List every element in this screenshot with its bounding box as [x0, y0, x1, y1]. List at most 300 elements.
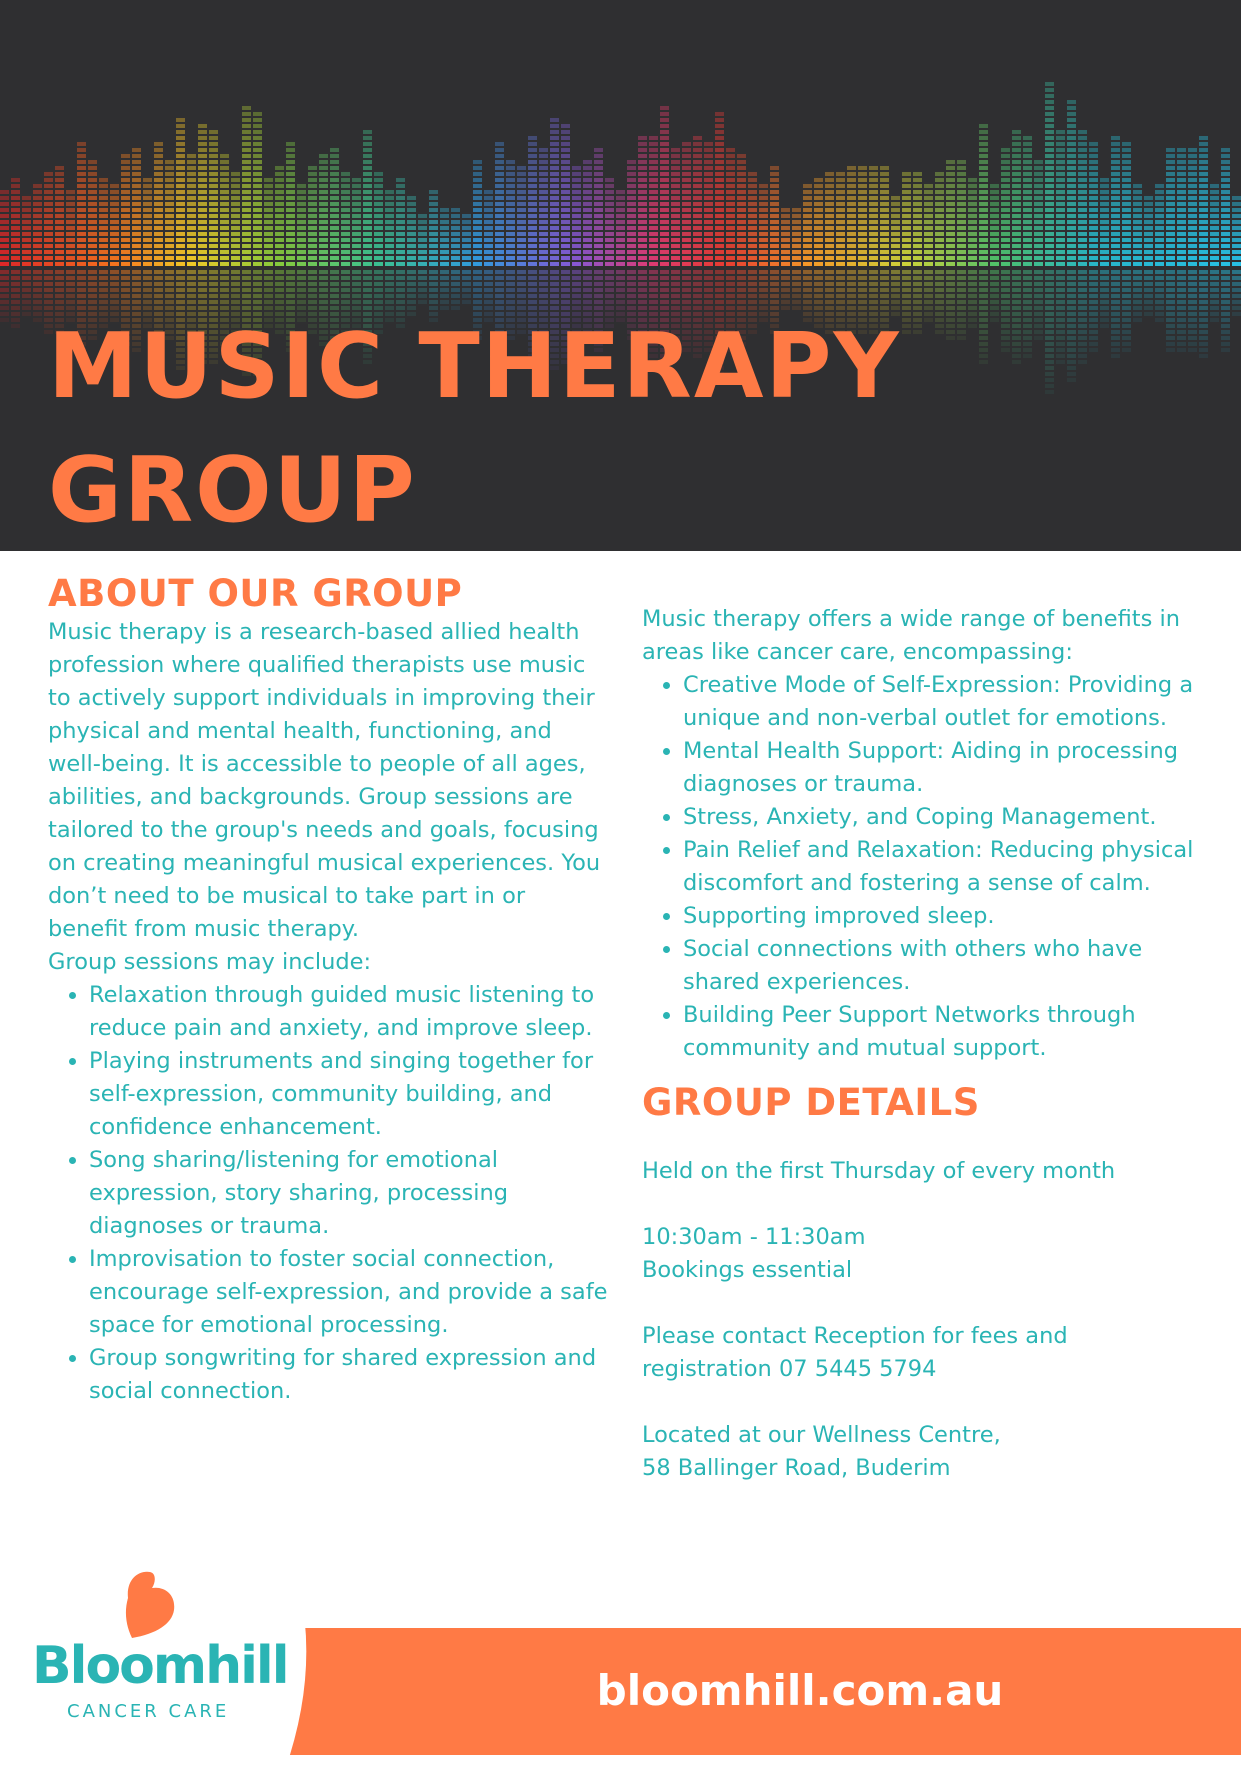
- equalizer-segment: [638, 232, 647, 236]
- equalizer-reflection: [671, 300, 680, 304]
- equalizer-segment: [957, 190, 966, 194]
- equalizer-segment: [836, 202, 845, 206]
- equalizer-reflection: [451, 294, 460, 298]
- equalizer-segment: [891, 232, 900, 236]
- equalizer-reflection: [77, 282, 86, 286]
- equalizer-reflection: [561, 288, 570, 292]
- equalizer-segment: [781, 244, 790, 248]
- equalizer-reflection: [44, 276, 53, 280]
- equalizer-reflection: [1166, 336, 1175, 340]
- equalizer-segment: [1089, 196, 1098, 200]
- equalizer-segment: [286, 184, 295, 188]
- equalizer-segment: [154, 196, 163, 200]
- equalizer-segment: [748, 196, 757, 200]
- equalizer-reflection: [187, 282, 196, 286]
- equalizer-reflection: [1177, 348, 1186, 352]
- equalizer-segment: [627, 220, 636, 224]
- equalizer-segment: [1023, 250, 1032, 254]
- equalizer-reflection: [913, 270, 922, 274]
- equalizer-segment: [253, 118, 262, 122]
- equalizer-reflection: [968, 288, 977, 292]
- equalizer-segment: [242, 172, 251, 176]
- equalizer-segment: [242, 208, 251, 212]
- equalizer-reflection: [176, 282, 185, 286]
- equalizer-segment: [495, 244, 504, 248]
- equalizer-segment: [495, 154, 504, 158]
- equalizer-segment: [407, 238, 416, 242]
- equalizer-segment: [198, 166, 207, 170]
- equalizer-segment: [671, 166, 680, 170]
- equalizer-segment: [319, 256, 328, 260]
- equalizer-segment: [913, 232, 922, 236]
- equalizer-segment: [693, 160, 702, 164]
- equalizer-segment: [1144, 238, 1153, 242]
- equalizer-segment: [1067, 190, 1076, 194]
- equalizer-segment: [660, 124, 669, 128]
- equalizer-segment: [935, 202, 944, 206]
- equalizer-segment: [154, 226, 163, 230]
- equalizer-reflection: [1144, 306, 1153, 310]
- equalizer-segment: [374, 190, 383, 194]
- equalizer-reflection: [220, 300, 229, 304]
- equalizer-segment: [1177, 178, 1186, 182]
- equalizer-segment: [649, 226, 658, 230]
- equalizer-reflection: [880, 276, 889, 280]
- equalizer-segment: [924, 208, 933, 212]
- equalizer-segment: [319, 202, 328, 206]
- equalizer-segment: [308, 208, 317, 212]
- equalizer-segment: [594, 166, 603, 170]
- equalizer-reflection: [1221, 270, 1230, 274]
- equalizer-segment: [1001, 178, 1010, 182]
- equalizer-segment: [1221, 214, 1230, 218]
- equalizer-reflection: [968, 294, 977, 298]
- equalizer-segment: [407, 226, 416, 230]
- equalizer-segment: [297, 190, 306, 194]
- equalizer-segment: [693, 202, 702, 206]
- equalizer-segment: [737, 190, 746, 194]
- equalizer-segment: [275, 208, 284, 212]
- equalizer-reflection: [374, 294, 383, 298]
- equalizer-segment: [132, 196, 141, 200]
- equalizer-reflection: [1089, 288, 1098, 292]
- time-text: 10:30am - 11:30am: [642, 1224, 866, 1250]
- equalizer-reflection: [1056, 342, 1065, 346]
- equalizer-segment: [209, 238, 218, 242]
- equalizer-segment: [924, 184, 933, 188]
- equalizer-reflection: [1056, 330, 1065, 334]
- equalizer-segment: [704, 238, 713, 242]
- equalizer-segment: [957, 160, 966, 164]
- equalizer-reflection: [286, 282, 295, 286]
- equalizer-segment: [77, 256, 86, 260]
- equalizer-segment: [88, 220, 97, 224]
- equalizer-segment: [880, 226, 889, 230]
- equalizer-segment: [385, 262, 394, 266]
- equalizer-segment: [407, 262, 416, 266]
- equalizer-segment: [176, 250, 185, 254]
- bookings-text: Bookings essential: [642, 1257, 853, 1283]
- equalizer-segment: [110, 214, 119, 218]
- equalizer-segment: [539, 238, 548, 242]
- equalizer-segment: [1012, 184, 1021, 188]
- equalizer-segment: [715, 118, 724, 122]
- equalizer-segment: [1001, 220, 1010, 224]
- equalizer-segment: [143, 184, 152, 188]
- equalizer-reflection: [1089, 342, 1098, 346]
- equalizer-reflection: [176, 276, 185, 280]
- equalizer-reflection: [22, 270, 31, 274]
- equalizer-segment: [638, 142, 647, 146]
- equalizer-segment: [583, 160, 592, 164]
- equalizer-segment: [385, 196, 394, 200]
- equalizer-segment: [363, 232, 372, 236]
- equalizer-segment: [1067, 160, 1076, 164]
- equalizer-segment: [1122, 220, 1131, 224]
- equalizer-segment: [583, 178, 592, 182]
- equalizer-segment: [1221, 250, 1230, 254]
- equalizer-reflection: [572, 300, 581, 304]
- equalizer-segment: [649, 214, 658, 218]
- equalizer-reflection: [352, 294, 361, 298]
- equalizer-segment: [770, 202, 779, 206]
- equalizer-segment: [748, 208, 757, 212]
- website-link[interactable]: bloomhill.com.au: [596, 1666, 1004, 1715]
- equalizer-segment: [715, 172, 724, 176]
- equalizer-segment: [220, 196, 229, 200]
- equalizer-reflection: [473, 294, 482, 298]
- equalizer-segment: [616, 190, 625, 194]
- equalizer-segment: [649, 178, 658, 182]
- equalizer-segment: [1089, 160, 1098, 164]
- equalizer-segment: [759, 244, 768, 248]
- equalizer-segment: [143, 214, 152, 218]
- equalizer-reflection: [0, 270, 9, 274]
- equalizer-segment: [528, 154, 537, 158]
- equalizer-segment: [1045, 220, 1054, 224]
- equalizer-segment: [22, 226, 31, 230]
- equalizer-reflection: [946, 282, 955, 286]
- equalizer-reflection: [880, 288, 889, 292]
- equalizer-segment: [1067, 148, 1076, 152]
- equalizer-reflection: [33, 282, 42, 286]
- equalizer-reflection: [396, 288, 405, 292]
- equalizer-reflection: [1199, 354, 1208, 358]
- equalizer-segment: [187, 214, 196, 218]
- equalizer-reflection: [33, 294, 42, 298]
- equalizer-segment: [1221, 238, 1230, 242]
- equalizer-reflection: [121, 276, 130, 280]
- equalizer-segment: [319, 190, 328, 194]
- equalizer-reflection: [825, 300, 834, 304]
- equalizer-reflection: [33, 300, 42, 304]
- equalizer-segment: [66, 244, 75, 248]
- equalizer-segment: [1034, 166, 1043, 170]
- equalizer-reflection: [704, 276, 713, 280]
- equalizer-segment: [528, 250, 537, 254]
- equalizer-segment: [121, 220, 130, 224]
- equalizer-segment: [473, 238, 482, 242]
- equalizer-reflection: [308, 282, 317, 286]
- equalizer-reflection: [847, 288, 856, 292]
- equalizer-segment: [264, 178, 273, 182]
- equalizer-reflection: [1155, 312, 1164, 316]
- equalizer-segment: [198, 136, 207, 140]
- equalizer-segment: [187, 250, 196, 254]
- equalizer-segment: [363, 256, 372, 260]
- equalizer-segment: [1199, 208, 1208, 212]
- equalizer-segment: [946, 238, 955, 242]
- equalizer-segment: [99, 256, 108, 260]
- equalizer-segment: [1045, 130, 1054, 134]
- equalizer-reflection: [1122, 270, 1131, 274]
- equalizer-reflection: [627, 288, 636, 292]
- equalizer-segment: [869, 250, 878, 254]
- equalizer-reflection: [1155, 300, 1164, 304]
- equalizer-segment: [1067, 130, 1076, 134]
- equalizer-segment: [451, 226, 460, 230]
- equalizer-segment: [682, 160, 691, 164]
- equalizer-reflection: [440, 270, 449, 274]
- equalizer-reflection: [66, 294, 75, 298]
- equalizer-segment: [990, 190, 999, 194]
- equalizer-segment: [726, 160, 735, 164]
- equalizer-segment: [825, 190, 834, 194]
- equalizer-segment: [330, 148, 339, 152]
- equalizer-segment: [77, 238, 86, 242]
- equalizer-segment: [286, 196, 295, 200]
- equalizer-reflection: [671, 270, 680, 274]
- equalizer-segment: [1210, 244, 1219, 248]
- equalizer-reflection: [418, 276, 427, 280]
- equalizer-segment: [253, 112, 262, 116]
- equalizer-reflection: [385, 270, 394, 274]
- equalizer-reflection: [924, 300, 933, 304]
- equalizer-reflection: [1122, 312, 1131, 316]
- equalizer-segment: [121, 202, 130, 206]
- equalizer-reflection: [1045, 336, 1054, 340]
- equalizer-reflection: [979, 336, 988, 340]
- equalizer-reflection: [1001, 288, 1010, 292]
- equalizer-segment: [396, 214, 405, 218]
- equalizer-segment: [792, 250, 801, 254]
- equalizer-reflection: [990, 318, 999, 322]
- equalizer-reflection: [792, 282, 801, 286]
- equalizer-segment: [484, 232, 493, 236]
- equalizer-segment: [1001, 244, 1010, 248]
- equalizer-segment: [880, 166, 889, 170]
- equalizer-reflection: [242, 270, 251, 274]
- equalizer-reflection: [770, 282, 779, 286]
- equalizer-segment: [1188, 184, 1197, 188]
- equalizer-segment: [1056, 154, 1065, 158]
- equalizer-segment: [726, 184, 735, 188]
- equalizer-segment: [880, 238, 889, 242]
- equalizer-segment: [11, 220, 20, 224]
- equalizer-segment: [165, 196, 174, 200]
- equalizer-segment: [1133, 202, 1142, 206]
- equalizer-reflection: [528, 294, 537, 298]
- equalizer-segment: [319, 244, 328, 248]
- equalizer-reflection: [374, 276, 383, 280]
- equalizer-segment: [1023, 208, 1032, 212]
- equalizer-segment: [737, 244, 746, 248]
- equalizer-reflection: [1221, 282, 1230, 286]
- equalizer-segment: [957, 208, 966, 212]
- equalizer-segment: [891, 250, 900, 254]
- equalizer-reflection: [946, 276, 955, 280]
- equalizer-segment: [1023, 244, 1032, 248]
- equalizer-segment: [660, 136, 669, 140]
- equalizer-reflection: [418, 282, 427, 286]
- equalizer-segment: [484, 256, 493, 260]
- equalizer-reflection: [1001, 270, 1010, 274]
- equalizer-reflection: [902, 276, 911, 280]
- equalizer-segment: [1012, 232, 1021, 236]
- equalizer-segment: [165, 202, 174, 206]
- equalizer-segment: [187, 172, 196, 176]
- equalizer-reflection: [220, 288, 229, 292]
- equalizer-reflection: [902, 300, 911, 304]
- equalizer-segment: [924, 256, 933, 260]
- equalizer-reflection: [539, 300, 548, 304]
- equalizer-segment: [132, 148, 141, 152]
- equalizer-segment: [1023, 238, 1032, 242]
- equalizer-reflection: [825, 270, 834, 274]
- equalizer-reflection: [902, 312, 911, 316]
- equalizer-segment: [550, 124, 559, 128]
- equalizer-reflection: [847, 270, 856, 274]
- equalizer-reflection: [671, 276, 680, 280]
- equalizer-segment: [352, 190, 361, 194]
- equalizer-segment: [374, 220, 383, 224]
- equalizer-reflection: [33, 288, 42, 292]
- equalizer-segment: [242, 106, 251, 110]
- equalizer-segment: [330, 238, 339, 242]
- equalizer-reflection: [165, 294, 174, 298]
- equalizer-segment: [209, 130, 218, 134]
- equalizer-reflection: [913, 324, 922, 328]
- equalizer-reflection: [1166, 324, 1175, 328]
- equalizer-reflection: [836, 294, 845, 298]
- equalizer-segment: [275, 190, 284, 194]
- equalizer-reflection: [517, 282, 526, 286]
- equalizer-segment: [528, 262, 537, 266]
- equalizer-reflection: [55, 294, 64, 298]
- equalizer-segment: [363, 160, 372, 164]
- equalizer-reflection: [231, 288, 240, 292]
- equalizer-segment: [187, 244, 196, 248]
- equalizer-segment: [1221, 256, 1230, 260]
- equalizer-segment: [1199, 232, 1208, 236]
- equalizer-segment: [121, 190, 130, 194]
- equalizer-segment: [638, 136, 647, 140]
- equalizer-reflection: [1067, 354, 1076, 358]
- equalizer-reflection: [484, 282, 493, 286]
- equalizer-segment: [308, 184, 317, 188]
- equalizer-segment: [330, 220, 339, 224]
- equalizer-segment: [1100, 190, 1109, 194]
- equalizer-segment: [264, 262, 273, 266]
- equalizer-reflection: [187, 276, 196, 280]
- equalizer-segment: [627, 196, 636, 200]
- equalizer-segment: [1078, 232, 1087, 236]
- equalizer-reflection: [968, 324, 977, 328]
- equalizer-segment: [154, 214, 163, 218]
- equalizer-segment: [275, 232, 284, 236]
- equalizer-segment: [1067, 172, 1076, 176]
- equalizer-reflection: [330, 282, 339, 286]
- equalizer-segment: [1067, 214, 1076, 218]
- equalizer-segment: [1100, 220, 1109, 224]
- equalizer-segment: [1089, 184, 1098, 188]
- equalizer-reflection: [242, 288, 251, 292]
- equalizer-segment: [880, 256, 889, 260]
- equalizer-segment: [693, 178, 702, 182]
- equalizer-segment: [1133, 184, 1142, 188]
- equalizer-segment: [737, 166, 746, 170]
- equalizer-segment: [231, 178, 240, 182]
- equalizer-segment: [814, 250, 823, 254]
- equalizer-segment: [264, 220, 273, 224]
- equalizer-segment: [704, 208, 713, 212]
- equalizer-segment: [616, 238, 625, 242]
- equalizer-segment: [132, 214, 141, 218]
- equalizer-reflection: [275, 276, 284, 280]
- equalizer-reflection: [1045, 360, 1054, 364]
- equalizer-segment: [66, 232, 75, 236]
- equalizer-segment: [704, 202, 713, 206]
- equalizer-segment: [429, 232, 438, 236]
- equalizer-segment: [1089, 256, 1098, 260]
- equalizer-reflection: [1133, 294, 1142, 298]
- equalizer-segment: [1210, 256, 1219, 260]
- equalizer-segment: [935, 172, 944, 176]
- equalizer-reflection: [902, 324, 911, 328]
- equalizer-segment: [539, 166, 548, 170]
- equalizer-segment: [660, 166, 669, 170]
- equalizer-segment: [1188, 244, 1197, 248]
- equalizer-segment: [308, 256, 317, 260]
- equalizer-reflection: [1056, 294, 1065, 298]
- sessions-intro: Group sessions may include:: [48, 949, 372, 975]
- equalizer-segment: [726, 238, 735, 242]
- equalizer-reflection: [671, 288, 680, 292]
- equalizer-segment: [22, 202, 31, 206]
- equalizer-segment: [594, 238, 603, 242]
- equalizer-reflection: [1089, 324, 1098, 328]
- equalizer-segment: [1221, 244, 1230, 248]
- equalizer-segment: [209, 232, 218, 236]
- equalizer-segment: [363, 184, 372, 188]
- equalizer-segment: [143, 244, 152, 248]
- equalizer-segment: [506, 202, 515, 206]
- equalizer-segment: [1111, 166, 1120, 170]
- equalizer-reflection: [1122, 288, 1131, 292]
- equalizer-reflection: [1089, 318, 1098, 322]
- equalizer-segment: [110, 208, 119, 212]
- equalizer-reflection: [880, 270, 889, 274]
- equalizer-segment: [1012, 214, 1021, 218]
- equalizer-reflection: [517, 294, 526, 298]
- equalizer-segment: [330, 184, 339, 188]
- equalizer-segment: [462, 232, 471, 236]
- equalizer-reflection: [572, 288, 581, 292]
- equalizer-reflection: [660, 300, 669, 304]
- equalizer-segment: [121, 238, 130, 242]
- equalizer-reflection: [1166, 294, 1175, 298]
- equalizer-segment: [869, 220, 878, 224]
